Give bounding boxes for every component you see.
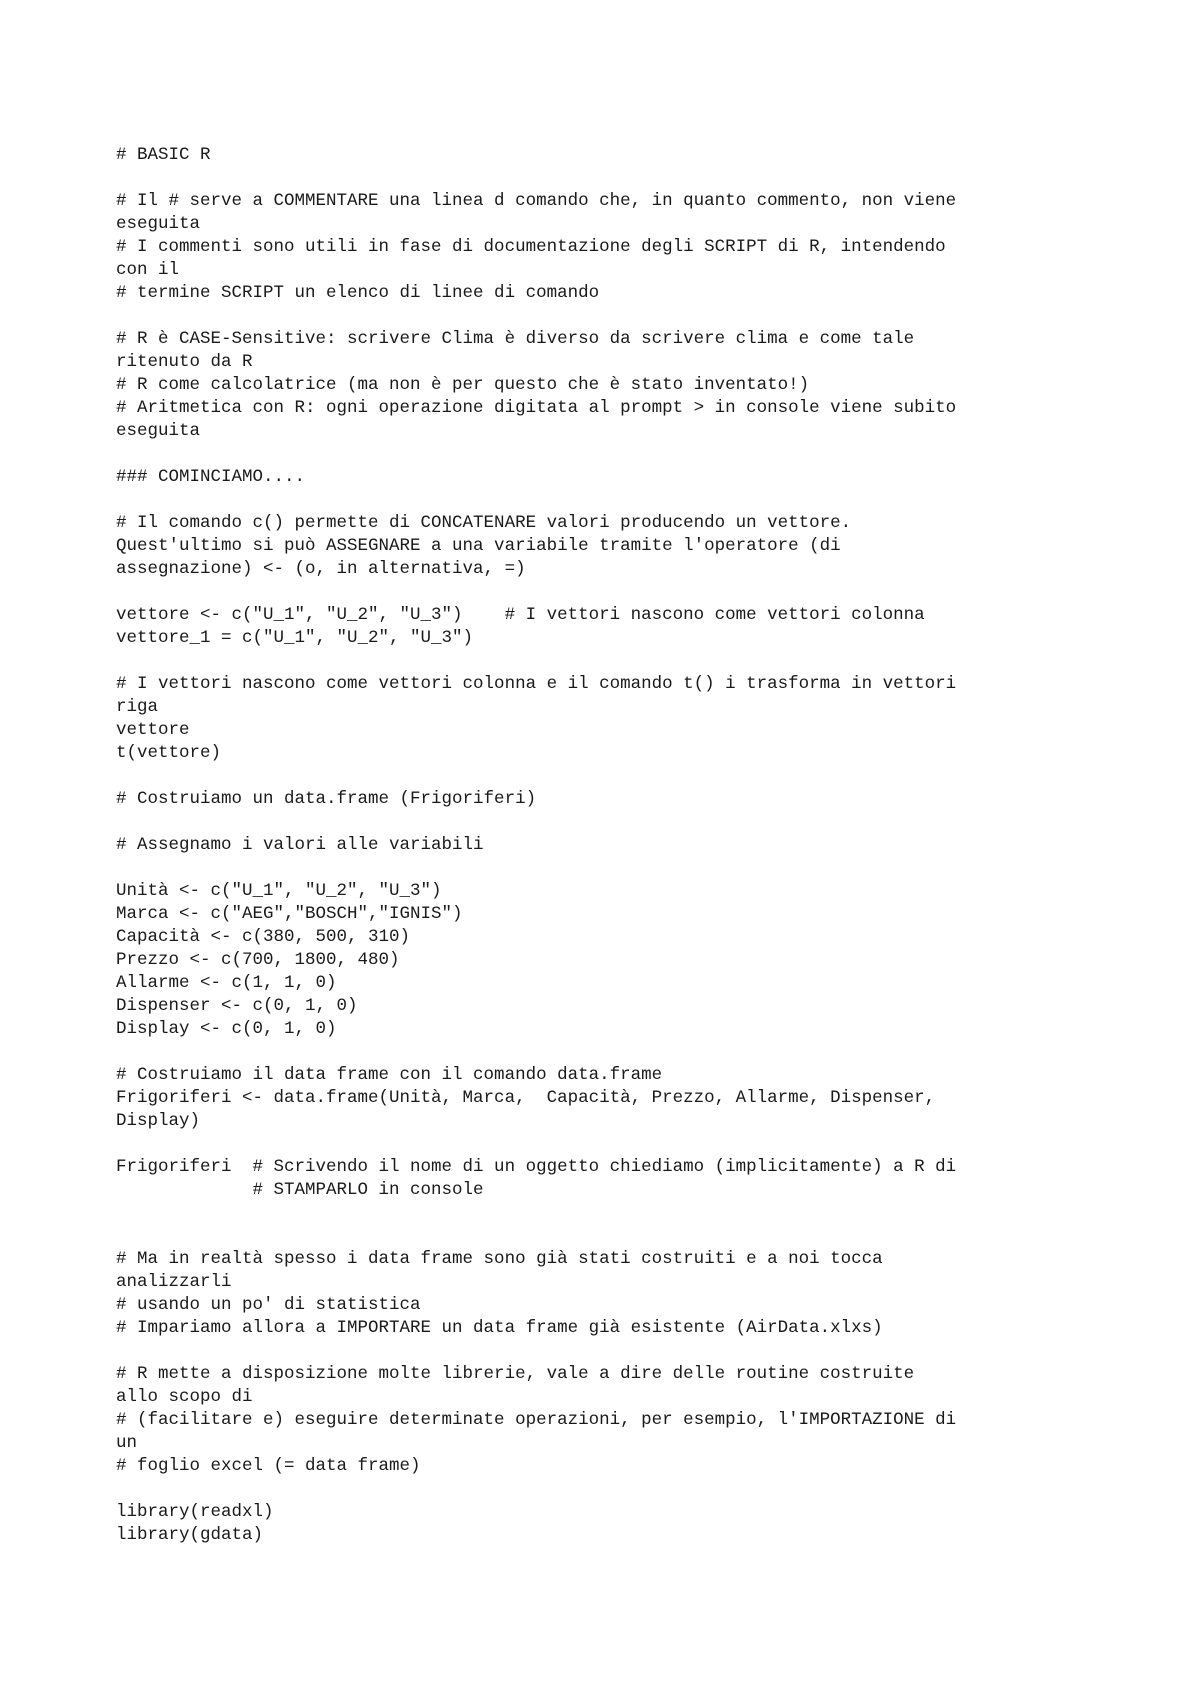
code-line: # Aritmetica con R: ogni operazione digitata al prompt > in console viene subito [116, 398, 957, 418]
blank-line [116, 650, 1116, 673]
code-line: riga [116, 697, 159, 717]
code-line: # Il # serve a COMMENTARE una linea d comando che, in quanto commento, non viene [116, 191, 957, 211]
code-line: # foglio excel (= data frame) [116, 1456, 421, 1476]
code-line: # usando un po' di statistica [116, 1295, 421, 1315]
blank-line [116, 489, 1116, 512]
code-line: allo scopo di [116, 1387, 253, 1407]
code-line: # Il comando c() permette di CONCATENARE valori producendo un vettore. [116, 513, 852, 533]
code-line: t(vettore) [116, 743, 222, 763]
blank-line [116, 1041, 1116, 1064]
code-line: Unità <- c("U_1", "U_2", "U_3") [116, 881, 442, 901]
blank-line [116, 1133, 1116, 1156]
blank-line [116, 1225, 1116, 1248]
code-line: # (facilitare e) eseguire determinate operazioni, per esempio, l'IMPORTAZIONE di [116, 1410, 957, 1430]
code-line: # STAMPARLO in console [116, 1180, 484, 1200]
blank-line [116, 1340, 1116, 1363]
code-line: # Costruiamo un data.frame (Frigoriferi) [116, 789, 537, 809]
blank-line [116, 443, 1116, 466]
code-line: # Impariamo allora a IMPORTARE un data frame già esistente (AirData.xlxs) [116, 1318, 883, 1338]
code-line: ### COMINCIAMO.... [116, 467, 306, 487]
code-line: # I commenti sono utili in fase di documentazione degli SCRIPT di R, intendendo [116, 237, 946, 257]
code-line: Dispenser <- c(0, 1, 0) [116, 996, 358, 1016]
code-line: vettore <- c("U_1", "U_2", "U_3") # I vettori nascono come vettori colonna [116, 605, 925, 625]
blank-line [116, 581, 1116, 604]
code-line: Frigoriferi <- data.frame(Unità, Marca, Capacità, Prezzo, Allarme, Dispenser, [116, 1088, 936, 1108]
code-line: eseguita [116, 214, 201, 234]
code-line: Frigoriferi # Scrivendo il nome di un oggetto chiediamo (implicitamente) a R di [116, 1157, 957, 1177]
code-line: Marca <- c("AEG","BOSCH","IGNIS") [116, 904, 463, 924]
code-line: library(gdata) [116, 1525, 264, 1545]
code-line: # Assegnamo i valori alle variabili [116, 835, 484, 855]
r-script-text [116, 144, 1116, 1547]
blank-line [116, 811, 1116, 834]
blank-line [116, 857, 1116, 880]
code-line: # R come calcolatrice (ma non è per questo che è stato inventato!) [116, 375, 810, 395]
code-line: vettore [116, 720, 190, 740]
code-line: ritenuto da R [116, 352, 253, 372]
code-line: # Ma in realtà spesso i data frame sono già stati costruiti e a noi tocca [116, 1249, 883, 1269]
code-line: Prezzo <- c(700, 1800, 480) [116, 950, 400, 970]
code-line: assegnazione) <- (o, in alternativa, =) [116, 559, 526, 579]
code-line: vettore_1 = c("U_1", "U_2", "U_3") [116, 628, 474, 648]
code-line: # BASIC R [116, 145, 211, 165]
blank-line [116, 305, 1116, 328]
blank-line [116, 1478, 1116, 1501]
code-line: # R è CASE-Sensitive: scrivere Clima è diverso da scrivere clima e come tale [116, 329, 915, 349]
blank-line [116, 1202, 1116, 1225]
code-line: # R mette a disposizione molte librerie, vale a dire delle routine costruite [116, 1364, 915, 1384]
code-line: Allarme <- c(1, 1, 0) [116, 973, 337, 993]
code-line: un [116, 1433, 138, 1453]
blank-line [116, 167, 1116, 190]
code-line: # Costruiamo il data frame con il comando data.frame [116, 1065, 663, 1085]
code-line: eseguita [116, 421, 201, 441]
code-line: Quest'ultimo si può ASSEGNARE a una variabile tramite l'operatore (di [116, 536, 841, 556]
code-line: library(readxl) [116, 1502, 274, 1522]
code-line: con il [116, 260, 180, 280]
blank-line [116, 765, 1116, 788]
code-line: Capacità <- c(380, 500, 310) [116, 927, 411, 947]
code-line: Display <- c(0, 1, 0) [116, 1019, 337, 1039]
code-line: # I vettori nascono come vettori colonna e il comando t() i trasforma in vettori [116, 674, 957, 694]
code-line: analizzarli [116, 1272, 232, 1292]
code-line: # termine SCRIPT un elenco di linee di comando [116, 283, 600, 303]
code-line: Display) [116, 1111, 201, 1131]
